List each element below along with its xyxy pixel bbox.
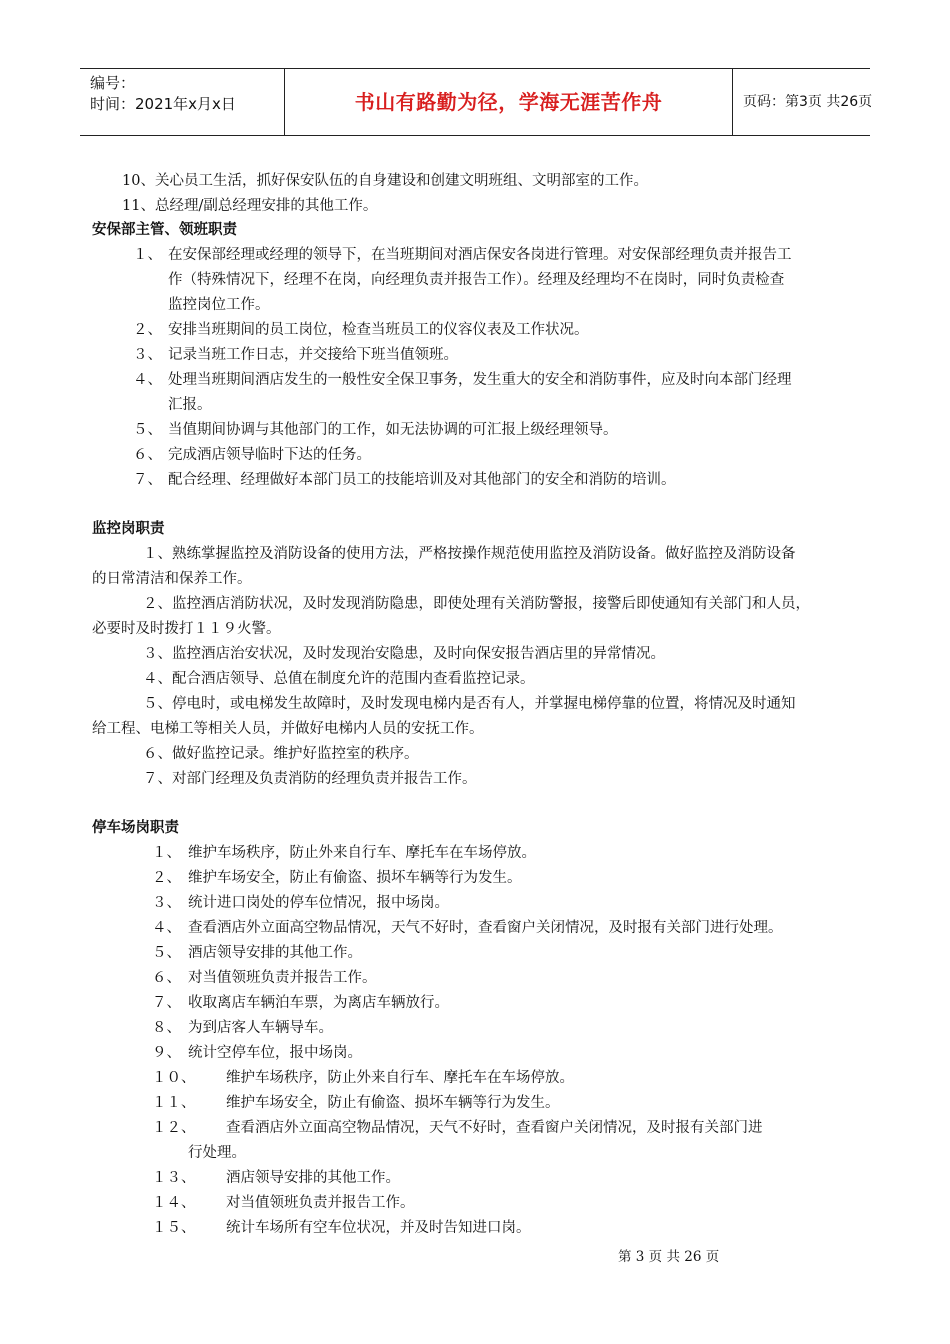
page-footer: 第 3 页 共 26 页 (618, 1249, 720, 1265)
parking-item-line: 统计空停车位，报中场岗。 (188, 1045, 362, 1061)
header-meta-cell (80, 69, 285, 135)
parking-item-number: ７、 (152, 995, 181, 1011)
header-table (80, 68, 873, 136)
supervisor-item-line: 当值期间协调与其他部门的工作，如无法协调的可汇报上级经理领导。 (168, 422, 618, 438)
parking-item-line: 统计进口岗处的停车位情况，报中场岗。 (188, 895, 449, 911)
parking-item-number: ８、 (152, 1020, 181, 1036)
parking-item-line: 维护车场秩序，防止外来自行车、摩托车在车场停放。 (188, 845, 536, 861)
supervisor-item-line: 监控岗位工作。 (168, 297, 270, 313)
monitor-paragraph-line: 给工程、电梯工等相关人员，并做好电梯内人员的安抚工作。 (92, 721, 484, 737)
intro-item-11: 11、总经理/副总经理安排的其他工作。 (122, 198, 378, 214)
monitor-paragraph-line: 必要时及时拨打１１９火警。 (92, 621, 281, 637)
parking-item-number: １３、 (152, 1170, 196, 1186)
supervisor-item-line: 汇报。 (168, 397, 212, 413)
supervisor-item-number: ３、 (133, 347, 162, 363)
parking-item-number: １、 (152, 845, 181, 861)
supervisor-item-number: ４、 (133, 372, 162, 388)
monitor-paragraph-line: ３、监控酒店治安状况，及时发现治安隐患，及时向保安报告酒店里的异常情况。 (143, 646, 665, 662)
supervisor-item-line: 处理当班期间酒店发生的一般性安全保卫事务，发生重大的安全和消防事件，应及时向本部门经理 (168, 372, 792, 388)
supervisor-item-line: 配合经理、经理做好本部门员工的技能培训及对其他部门的安全和消防的培训。 (168, 472, 676, 488)
parking-item-line: 统计车场所有空车位状况，并及时告知进口岗。 (226, 1220, 531, 1236)
monitor-paragraph-line: ５、停电时，或电梯发生故障时，及时发现电梯内是否有人，并掌握电梯停靠的位置，将情况及时通知 (143, 696, 796, 712)
header-motto: 书山有路勤为径，学海无涯苦作舟 (285, 69, 733, 135)
supervisor-item-number: ７、 (133, 472, 162, 488)
supervisor-item-number: ２、 (133, 322, 162, 338)
supervisor-item-number: １、 (133, 247, 162, 263)
monitor-paragraph-line: １、熟练掌握监控及消防设备的使用方法，严格按操作规范使用监控及消防设备。做好监控及消防设备 (143, 546, 796, 562)
parking-item-number: ９、 (152, 1045, 181, 1061)
supervisor-item-line: 安排当班期间的员工岗位，检查当班员工的仪容仪表及工作状况。 (168, 322, 589, 338)
supervisor-item-number: ５、 (133, 422, 162, 438)
parking-item-line: 行处理。 (188, 1145, 246, 1161)
date-label: 时间：2021年x月x日 (90, 95, 236, 113)
parking-item-number: １２、 (152, 1120, 196, 1136)
parking-item-number: １５、 (152, 1220, 196, 1236)
parking-item-line: 酒店领导安排的其他工作。 (226, 1170, 400, 1186)
parking-item-number: １１、 (152, 1095, 196, 1111)
parking-item-number: ３、 (152, 895, 181, 911)
parking-item-line: 查看酒店外立面高空物品情况，天气不好时，查看窗户关闭情况，及时报有关部门进 (226, 1120, 763, 1136)
supervisor-item-line: 完成酒店领导临时下达的任务。 (168, 447, 371, 463)
parking-item-line: 查看酒店外立面高空物品情况，天气不好时，查看窗户关闭情况，及时报有关部门进行处理。 (188, 920, 783, 936)
code-label: 编号： (90, 74, 136, 92)
section-title-supervisor: 安保部主管、领班职责 (92, 222, 237, 238)
parking-item-line: 对当值领班负责并报告工作。 (226, 1195, 415, 1211)
supervisor-item-number: ６、 (133, 447, 162, 463)
parking-item-line: 酒店领导安排的其他工作。 (188, 945, 362, 961)
parking-item-number: ５、 (152, 945, 181, 961)
monitor-paragraph-line: ２、监控酒店消防状况，及时发现消防隐患，即使处理有关消防警报，接警后即使通知有关部门和人员， (143, 596, 810, 612)
parking-item-line: 收取离店车辆泊车票，为离店车辆放行。 (188, 995, 449, 1011)
monitor-paragraph-line: ６、做好监控记录。维护好监控室的秩序。 (143, 746, 419, 762)
parking-item-line: 为到店客人车辆导车。 (188, 1020, 333, 1036)
monitor-paragraph-line: ４、配合酒店领导、总值在制度允许的范围内查看监控记录。 (143, 671, 535, 687)
supervisor-item-line: 记录当班工作日志，并交接给下班当值领班。 (168, 347, 458, 363)
parking-item-number: ２、 (152, 870, 181, 886)
parking-item-line: 维护车场安全，防止有偷盗、损坏车辆等行为发生。 (188, 870, 522, 886)
intro-item-10: 10、关心员工生活，抓好保安队伍的自身建设和创建文明班组、文明部室的工作。 (122, 173, 648, 189)
section-title-monitor: 监控岗职责 (92, 521, 165, 537)
supervisor-item-line: 作（特殊情况下，经理不在岗，向经理负责并报告工作）。经理及经理均不在岗时，同时负责检查 (168, 272, 785, 288)
parking-item-number: ６、 (152, 970, 181, 986)
monitor-paragraph-line: 的日常清洁和保养工作。 (92, 571, 252, 587)
parking-item-number: １０、 (152, 1070, 196, 1086)
header-page-label: 页码：第3页 共26页 (743, 94, 873, 110)
parking-item-number: １４、 (152, 1195, 196, 1211)
section-title-parking: 停车场岗职责 (92, 820, 179, 836)
supervisor-item-line: 在安保部经理或经理的领导下，在当班期间对酒店保安各岗进行管理。对安保部经理负责并报告工 (168, 247, 792, 263)
parking-item-line: 对当值领班负责并报告工作。 (188, 970, 377, 986)
monitor-paragraph-line: ７、对部门经理及负责消防的经理负责并报告工作。 (143, 771, 477, 787)
parking-item-line: 维护车场秩序，防止外来自行车、摩托车在车场停放。 (226, 1070, 574, 1086)
parking-item-line: 维护车场安全，防止有偷盗、损坏车辆等行为发生。 (226, 1095, 560, 1111)
parking-item-number: ４、 (152, 920, 181, 936)
